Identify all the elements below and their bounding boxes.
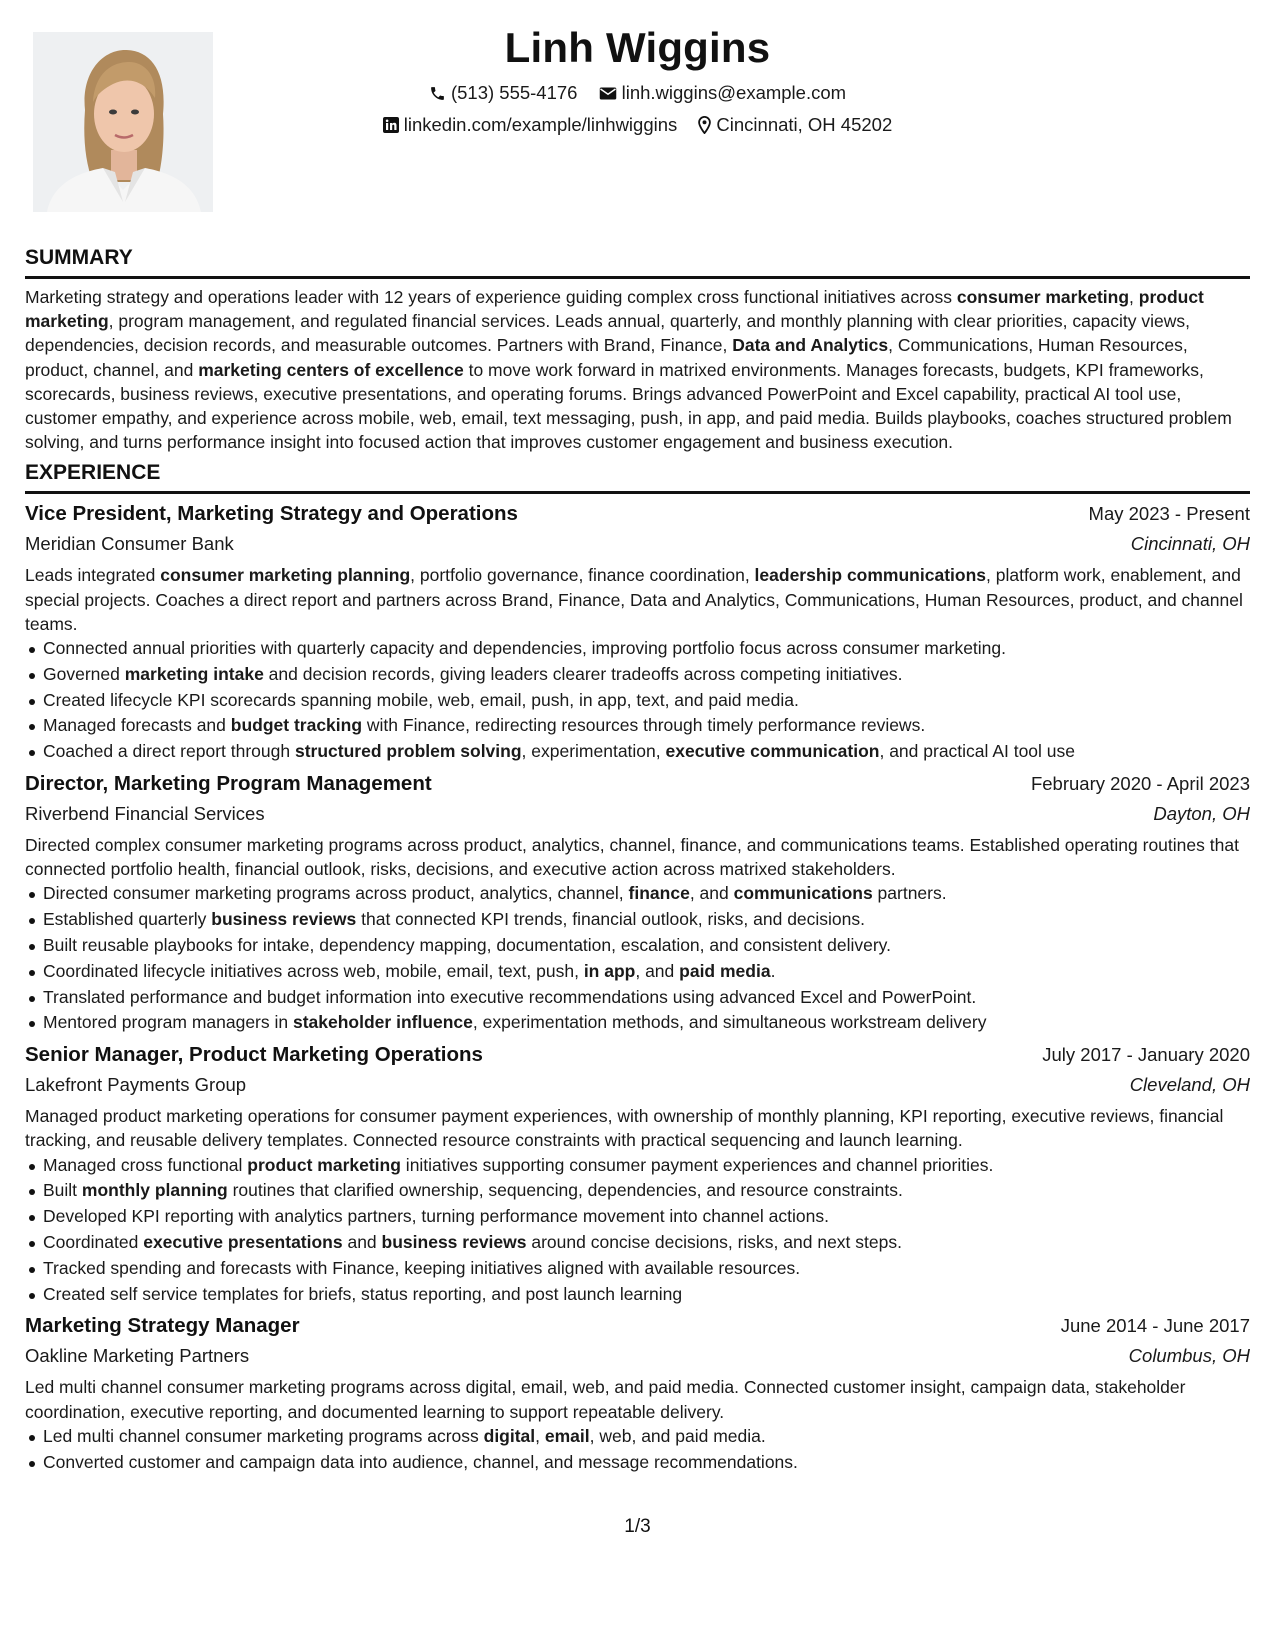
company-name: Lakefront Payments Group <box>25 1074 247 1096</box>
bold-phrase: finance <box>628 883 690 904</box>
text-run: , platform work, enablement, and special projects. Coaches a direct report and partners across Brand, Finance, Data and Analytics, Communications, Human Resources, product, and channel teams. <box>25 565 1243 634</box>
job-header <box>25 500 1250 528</box>
experience-list <box>25 500 1250 1475</box>
text-run: , <box>1129 287 1139 307</box>
job-location: Dayton, OH <box>1153 803 1250 825</box>
text-run: Coached a direct report through <box>43 741 295 762</box>
text-run: . <box>770 960 776 981</box>
text-run: Managed forecasts and <box>43 715 231 736</box>
job-subheader <box>25 530 1250 558</box>
text-run: Directed consumer marketing programs across product, analytics, channel, <box>43 883 629 904</box>
envelope-icon <box>599 86 617 101</box>
company-name: Riverbend Financial Services <box>25 803 265 825</box>
bold-phrase: consumer marketing <box>956 287 1130 307</box>
bold-phrase: stakeholder influence <box>292 1012 473 1033</box>
phone-icon <box>429 85 446 102</box>
job-header <box>25 1041 1250 1069</box>
text-run: , and <box>689 883 734 904</box>
job-entry <box>25 1041 1250 1307</box>
bold-phrase: monthly planning <box>81 1180 228 1201</box>
text-run: around concise decisions, risks, and next steps. <box>526 1232 902 1252</box>
text-run: Connected annual priorities with quarterly capacity and dependencies, improving portfolio focus across consumer marketing. <box>43 638 1007 659</box>
bold-phrase: product marketing <box>247 1154 401 1175</box>
text-run: Coordinated <box>43 1232 144 1252</box>
bullet-item <box>43 907 1250 933</box>
job-dates: May 2023 - Present <box>1088 503 1250 525</box>
bullet-item <box>43 688 1250 714</box>
text-run: Marketing strategy and operations leader with 12 years of experience guiding complex cross functional initiatives across <box>25 287 957 307</box>
job-subheader <box>25 1342 1250 1370</box>
page-indicator: 1/3 <box>624 1516 651 1537</box>
job-bullets <box>25 881 1250 1036</box>
company-name: Meridian Consumer Bank <box>25 533 234 555</box>
linkedin-icon <box>383 117 399 133</box>
text-run: Leads integrated <box>25 565 161 586</box>
text-run: initiatives supporting consumer payment experiences and channel priorities. <box>400 1154 994 1175</box>
bullet-item <box>43 1010 1250 1036</box>
phone-contact[interactable] <box>429 81 578 105</box>
profile-photo-image <box>33 32 213 212</box>
bold-phrase: executive presentations <box>143 1232 343 1252</box>
bold-phrase: email <box>544 1425 590 1446</box>
experience-divider <box>25 491 1250 494</box>
text-run: Managed cross functional <box>43 1154 248 1175</box>
job-title: Senior Manager, Product Marketing Operations <box>25 1043 483 1067</box>
bold-phrase: executive communication <box>665 741 880 762</box>
text-run: Developed KPI reporting with analytics partners, turning performance movement into channel actions. <box>43 1206 829 1227</box>
text-run: , Communications, Human Resources, product, channel, and <box>25 335 1188 380</box>
contact-row-2 <box>200 112 1075 137</box>
text-run: Led multi channel consumer marketing programs across <box>43 1425 484 1446</box>
job-description <box>25 563 1250 636</box>
text-run: , <box>535 1425 545 1446</box>
bold-phrase: marketing centers of excellence <box>198 359 464 380</box>
bold-phrase: consumer marketing planning <box>160 565 411 586</box>
experience-heading: EXPERIENCE <box>25 461 161 485</box>
job-title: Marketing Strategy Manager <box>25 1314 300 1338</box>
location-text: Cincinnati, OH 45202 <box>716 114 893 136</box>
job-description <box>25 1104 1250 1152</box>
phone-text: (513) 555-4176 <box>450 82 578 104</box>
summary-heading: SUMMARY <box>25 246 133 269</box>
linkedin-text: linkedin.com/example/linhwiggins <box>403 114 678 136</box>
text-run: Created self service templates for briefs, status reporting, and post launch learning <box>43 1283 683 1304</box>
job-subheader <box>25 1071 1250 1099</box>
bullet-item <box>43 636 1250 662</box>
job-subheader <box>25 800 1250 828</box>
bullet-item <box>43 713 1250 739</box>
bold-phrase: paid media <box>679 960 771 981</box>
company-name: Oakline Marketing Partners <box>25 1345 250 1367</box>
text-run: , experimentation, <box>521 741 666 762</box>
bold-phrase: in app <box>583 960 636 981</box>
text-run: Established quarterly <box>43 909 212 930</box>
bullet-item <box>43 1450 1250 1476</box>
location-contact <box>698 113 892 137</box>
email-contact[interactable] <box>599 81 846 105</box>
bold-phrase: digital <box>483 1425 536 1446</box>
job-description <box>25 1375 1250 1423</box>
job-dates: July 2017 - January 2020 <box>1042 1044 1250 1066</box>
text-run: Managed product marketing operations for consumer payment experiences, with ownership of monthly planning, KPI reporting, executive reviews, financial tracking, and reusable delivery templates. Connected resource constraints with practical sequencing and launch learning. <box>25 1106 1224 1151</box>
bold-phrase: budget tracking <box>230 715 363 736</box>
contact-row-1 <box>200 80 1075 105</box>
profile-photo <box>33 32 213 212</box>
text-run: to move work forward in matrixed environments. Manages forecasts, budgets, KPI frameworks, scorecards, business reviews, executive presentations, and operating forums. Brings advanced PowerPoint and Excel capability, practical AI tool use, customer empathy, and experience across mobile, web, email, text messaging, push, in app, and paid media. Builds playbooks, coaches structured problem solving, and turns performance insight into focused action that improves customer engagement and business execution. <box>25 359 1232 453</box>
text-run: partners. <box>872 883 947 904</box>
text-run: Converted customer and campaign data into audience, channel, and message recommendations. <box>43 1451 798 1472</box>
bullet-item <box>43 1204 1250 1230</box>
bold-phrase: communications <box>733 883 873 904</box>
bullet-item <box>43 739 1250 765</box>
job-header <box>25 770 1250 798</box>
summary-divider <box>25 276 1250 279</box>
text-run: routines that clarified ownership, sequencing, dependencies, and resource constraints. <box>227 1180 903 1201</box>
job-title: Vice President, Marketing Strategy and Operations <box>25 502 518 526</box>
text-run: Governed <box>43 663 125 684</box>
email-text: linh.wiggins@example.com <box>621 82 847 104</box>
bullet-item <box>43 662 1250 688</box>
text-run: , web, and paid media. <box>589 1425 766 1446</box>
job-dates: June 2014 - June 2017 <box>1060 1315 1250 1337</box>
text-run: Translated performance and budget information into executive recommendations using advanced Excel and PowerPoint. <box>43 986 977 1007</box>
summary-paragraph <box>25 285 1250 454</box>
text-run: , and <box>635 960 680 981</box>
linkedin-contact[interactable] <box>383 113 678 137</box>
bold-phrase: business reviews <box>211 909 357 930</box>
bullet-item <box>43 1230 1250 1256</box>
text-run: and <box>342 1232 382 1252</box>
resume-content <box>25 245 1250 1475</box>
bold-phrase: marketing intake <box>124 663 264 684</box>
bold-phrase: business reviews <box>381 1232 527 1252</box>
job-bullets <box>25 1424 1250 1476</box>
text-run: Mentored program managers in <box>43 1012 293 1033</box>
text-run: and decision records, giving leaders clearer tradeoffs across competing initiatives. <box>263 663 903 684</box>
text-run: , and practical AI tool use <box>879 741 1076 762</box>
bullet-item <box>43 881 1250 907</box>
text-run: , experimentation methods, and simultaneous workstream delivery <box>472 1012 987 1033</box>
bold-phrase: Data and Analytics <box>732 335 889 356</box>
job-location: Columbus, OH <box>1128 1345 1250 1367</box>
job-header <box>25 1312 1250 1340</box>
text-run: Built reusable playbooks for intake, dependency mapping, documentation, escalation, and consistent delivery. <box>43 935 891 956</box>
job-bullets <box>25 636 1250 765</box>
job-description <box>25 833 1250 881</box>
job-entry <box>25 770 1250 1036</box>
text-run: Built <box>43 1180 82 1201</box>
bold-phrase: leadership communications <box>754 565 986 586</box>
job-entry <box>25 500 1250 765</box>
job-location: Cleveland, OH <box>1129 1074 1250 1096</box>
text-run: Tracked spending and forecasts with Finance, keeping initiatives aligned with available resources. <box>43 1257 801 1278</box>
bullet-item <box>43 933 1250 959</box>
text-run: that connected KPI trends, financial outlook, risks, and decisions. <box>356 909 866 930</box>
job-entry <box>25 1312 1250 1475</box>
text-run: Led multi channel consumer marketing programs across digital, email, web, and paid media. Connected customer insight, campaign data, stakeholder coordination, executive reporting, and documented learning to support repeatable delivery. <box>25 1377 1186 1422</box>
text-run: , program management, and regulated financial services. Leads annual, quarterly, and monthly planning with clear priorities, capacity views, dependencies, decision records, and measurable outcomes. Partners with Brand, Finance, <box>25 311 1191 356</box>
job-location: Cincinnati, OH <box>1130 533 1250 555</box>
bullet-item <box>43 1178 1250 1204</box>
candidate-name: Linh Wiggins <box>504 24 771 71</box>
bold-phrase: structured problem solving <box>294 741 522 762</box>
map-pin-icon <box>698 116 711 134</box>
bullet-item <box>43 1282 1250 1308</box>
text-run: Directed complex consumer marketing programs across product, analytics, channel, finance, and communications teams. Established operating routines that connected portfolio health, financial outlook, risks, decisions, and executive action across matrixed stakeholders. <box>25 835 1239 880</box>
text-run: , portfolio governance, finance coordination, <box>410 565 755 586</box>
bullet-item <box>43 1424 1250 1450</box>
job-dates: February 2020 - April 2023 <box>1030 773 1250 795</box>
text-run: Created lifecycle KPI scorecards spanning mobile, web, email, push, in app, text, and paid media. <box>43 689 799 710</box>
job-title: Director, Marketing Program Management <box>25 772 432 796</box>
text-run: Coordinated lifecycle initiatives across web, mobile, email, text, push, <box>43 960 584 981</box>
bullet-item <box>43 985 1250 1011</box>
bullet-item <box>43 1153 1250 1179</box>
bullet-item <box>43 1256 1250 1282</box>
text-run: with Finance, redirecting resources through timely performance reviews. <box>362 715 926 736</box>
bold-phrase: product marketing <box>25 287 1204 332</box>
job-bullets <box>25 1153 1250 1308</box>
bullet-item <box>43 959 1250 985</box>
